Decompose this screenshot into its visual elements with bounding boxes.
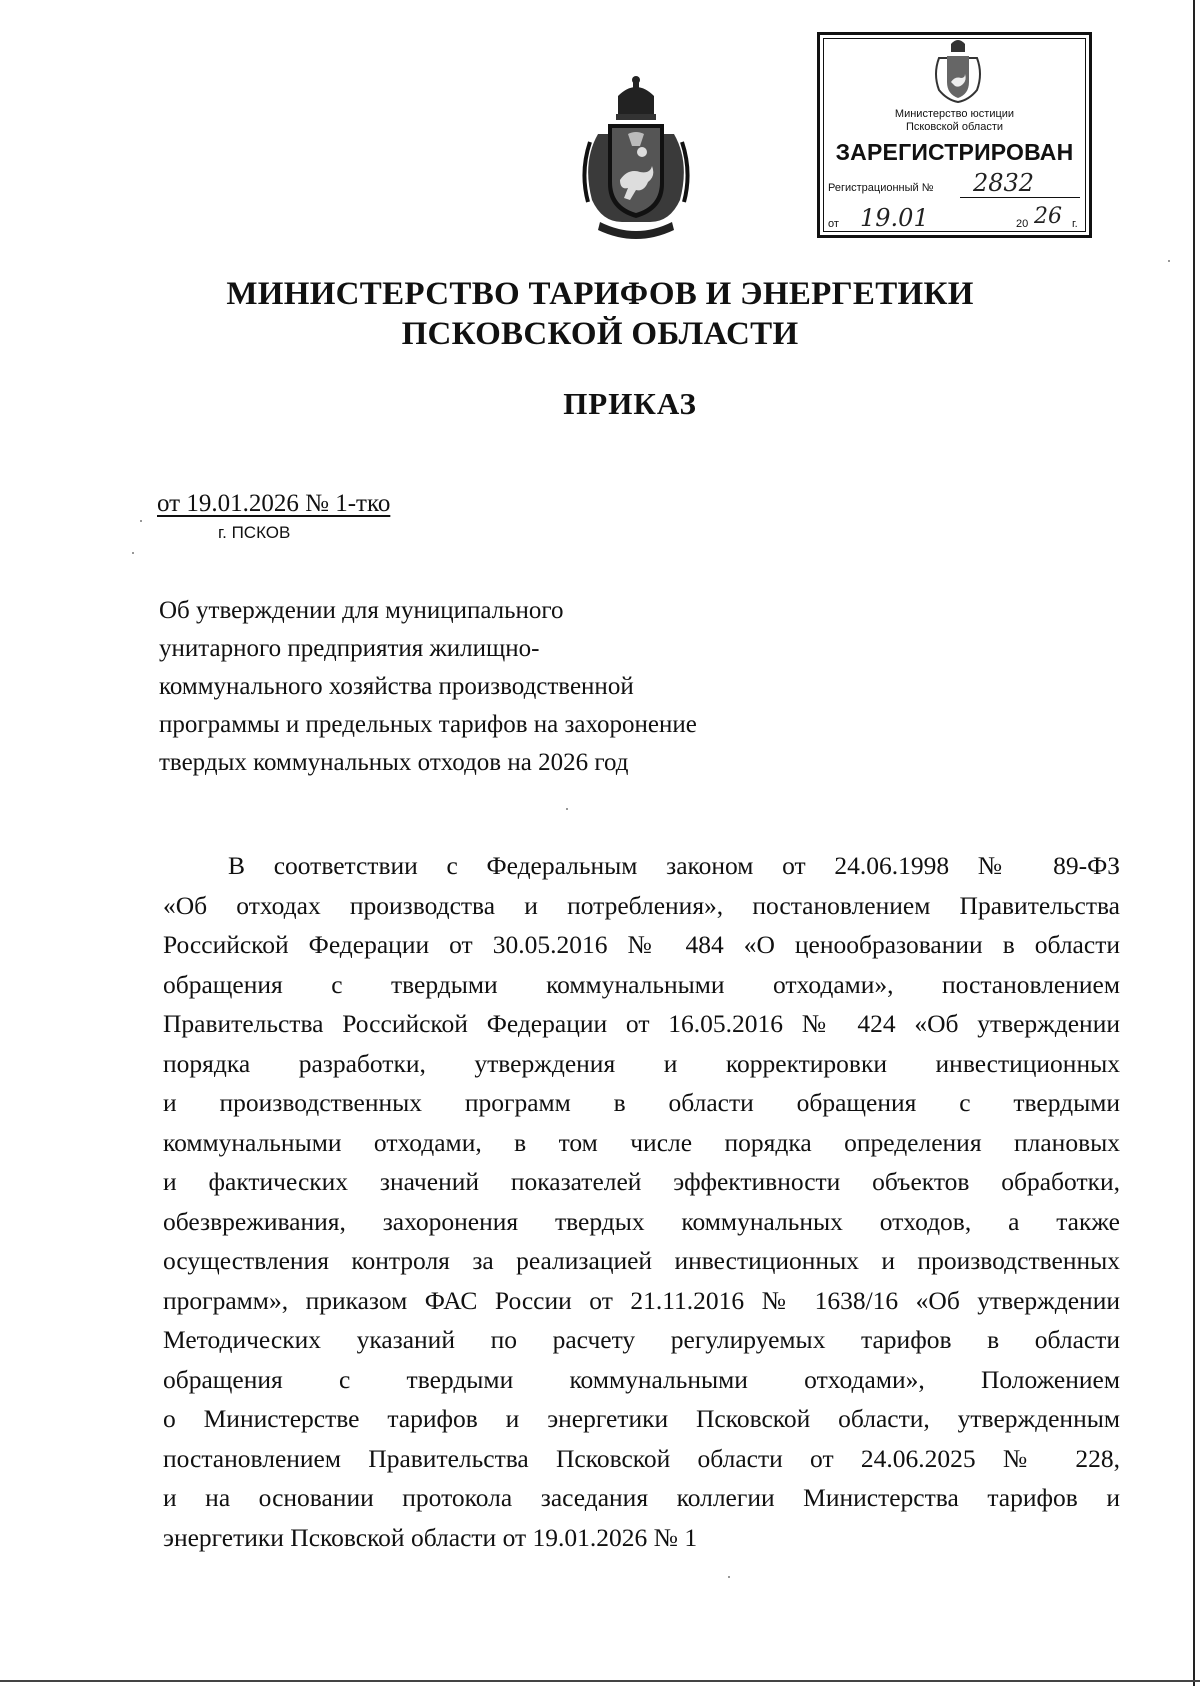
- stamp-year-prefix: 20: [1016, 218, 1029, 230]
- scan-speck: [566, 808, 568, 810]
- stamp-org-line2: Псковской области: [905, 121, 1004, 133]
- body-line: и фактических значений показателей эффективности объектов обработки,: [163, 1167, 1120, 1196]
- body-line: и на основании протокола заседания коллегии Министерства тарифов и: [163, 1483, 1120, 1512]
- order-subject: [159, 592, 697, 782]
- body-line: порядка разработки, утверждения и корректировки инвестиционных: [163, 1048, 1120, 1078]
- ministry-title-line1: МИНИСТЕРСТВО ТАРИФОВ И ЭНЕРГЕТИКИ: [226, 276, 974, 312]
- registration-stamp: [817, 32, 1092, 238]
- stamp-year-suffix: г.: [1072, 218, 1078, 230]
- body-line: «Об отходах производства и потребления», постановлением Правительства: [163, 890, 1120, 920]
- body-line: осуществления контроля за реализацией инвестиционных и производственных: [163, 1246, 1120, 1275]
- body-line: обращения с твердыми коммунальными отходами», Положением: [163, 1364, 1120, 1394]
- order-city: г. ПСКОВ: [218, 523, 291, 542]
- page-edge: [1193, 0, 1195, 1686]
- subject-line: Об утверждении для муниципального: [159, 597, 564, 624]
- stamp-emblem-icon: [933, 38, 983, 104]
- stamp-org-line1: Министерство юстиции: [894, 108, 1015, 120]
- subject-line: твердых коммунальных отходов на 2026 год: [159, 749, 629, 776]
- body-line: программ», приказом ФАС России от 21.11.2016 № 1638/16 «Об утверждении: [163, 1285, 1120, 1315]
- subject-line: коммунального хозяйства производственной: [159, 673, 634, 700]
- body-line: о Министерстве тарифов и энергетики Псковской области, утвержденным: [163, 1404, 1120, 1433]
- document-type-heading: ПРИКАЗ: [563, 386, 697, 421]
- scan-speck: [140, 520, 142, 522]
- ministry-title-line2: ПСКОВСКОЙ ОБЛАСТИ: [401, 316, 799, 352]
- order-body: [163, 846, 1120, 1557]
- subject-line: унитарного предприятия жилищно-: [159, 635, 540, 662]
- body-line: Российской Федерации от 30.05.2016 № 484 «О ценообразовании в области: [163, 930, 1120, 959]
- body-line: В соответствии с Федеральным законом от 24.06.1998 № 89-ФЗ: [228, 851, 1120, 880]
- body-line: и производственных программ в области обращения с твердыми: [163, 1088, 1120, 1117]
- page-edge: [0, 1680, 1200, 1682]
- coat-of-arms-emblem: [578, 72, 694, 240]
- stamp-year-value: 26: [1034, 204, 1062, 229]
- scan-speck: [132, 552, 134, 554]
- scan-speck: [728, 1576, 730, 1578]
- body-line: обезвреживания, захоронения твердых коммунальных отходов, а также: [163, 1206, 1120, 1236]
- stamp-status: ЗАРЕГИСТРИРОВАН: [835, 139, 1074, 165]
- order-date-number: от 19.01.2026 № 1-тко: [157, 490, 391, 517]
- body-line: постановлением Правительства Псковской области от 24.06.2025 № 228,: [163, 1443, 1120, 1473]
- body-line: Правительства Российской Федерации от 16.05.2016 № 424 «Об утверждении: [163, 1009, 1120, 1038]
- body-line: энергетики Псковской области от 19.01.2026 № 1: [163, 1522, 698, 1552]
- scan-speck: [1168, 260, 1170, 262]
- stamp-date-value: 19.01: [860, 204, 929, 232]
- body-line: Методических указаний по расчету регулируемых тарифов в области: [163, 1325, 1120, 1354]
- stamp-date-prefix: от: [828, 218, 839, 230]
- body-line: обращения с твердыми коммунальными отходами», постановлением: [163, 969, 1120, 999]
- body-line: коммунальными отходами, в том числе порядка определения плановых: [163, 1127, 1120, 1157]
- subject-line: программы и предельных тарифов на захоронение: [159, 711, 697, 738]
- stamp-reg-number: 2832: [973, 169, 1035, 197]
- stamp-reg-label: Регистрационный №: [828, 182, 934, 194]
- stamp-reg-underline: [960, 197, 1080, 198]
